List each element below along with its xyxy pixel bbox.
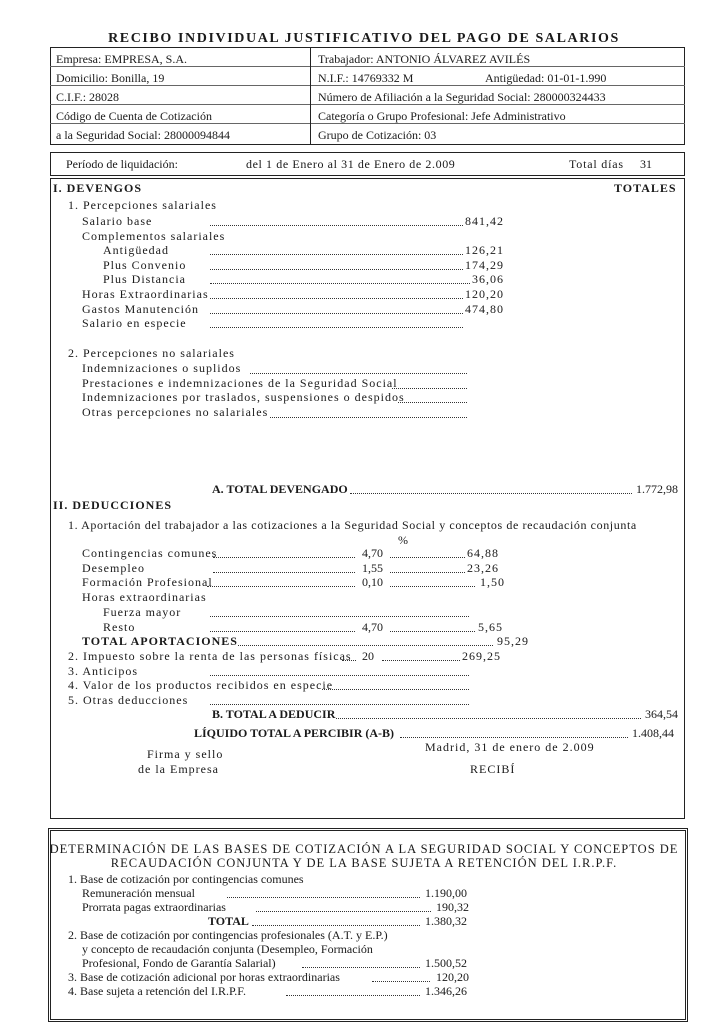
trabajador-afiliacion: Número de Afiliación a la Seguridad Social: 280000324433 [318, 90, 606, 104]
total-deducir-label: B. TOTAL A DEDUCIR [212, 707, 336, 721]
empresa-domicilio: Domicilio: Bonilla, 19 [56, 71, 165, 85]
total-aportaciones-label: TOTAL APORTACIONES [82, 634, 238, 648]
resto-label: Resto [103, 620, 136, 634]
periodo-total-dias: 31 [640, 157, 652, 171]
liquido-label: LÍQUIDO TOTAL A PERCIBIR (A-B) [194, 726, 395, 740]
empresa-nombre: Empresa: EMPRESA, S.A. [56, 52, 188, 66]
bases-item-2-line-3: Profesional, Fondo de Garantía Salarial) [82, 956, 276, 970]
bases-item-2-line-1: 2. Base de cotización por contingencias profesionales (A.T. y E.P.) [68, 928, 388, 942]
formacion-value: 1,50 [480, 575, 505, 589]
desempleo-value: 23,26 [467, 561, 499, 575]
irpf-label: 2. Impuesto sobre la renta de las personas físicas [68, 649, 352, 663]
devengos-heading: I. DEVENGOS [53, 181, 143, 195]
liquido-value: 1.408,44 [632, 726, 674, 740]
salario-base-value: 841,42 [465, 214, 504, 228]
nosal-prestaciones: Prestaciones e indemnizaciones de la Seguridad Social [82, 376, 398, 390]
percepciones-salariales-heading: 1. Percepciones salariales [68, 198, 217, 212]
header-divider [310, 47, 311, 145]
total-deducir-value: 364,54 [645, 707, 678, 721]
plus-distancia-label: Plus Distancia [103, 272, 186, 286]
bases-item-2-line-2: y concepto de recaudación conjunta (Desempleo, Formación [82, 942, 373, 956]
resto-value: 5,65 [478, 620, 503, 634]
periodo-label: Período de liquidación: [66, 157, 178, 171]
trabajador-grupo: Grupo de Cotización: 03 [318, 128, 437, 142]
total-devengado-label: A. TOTAL DEVENGADO [212, 482, 348, 496]
no-salariales-heading: 2. Percepciones no salariales [68, 346, 235, 360]
empresa-codigo-label: Código de Cuenta de Cotización [56, 109, 212, 123]
gastos-label: Gastos Manutención [82, 302, 199, 316]
valor-especie-label: 4. Valor de los productos recibidos en especie [68, 678, 334, 692]
firma-label-2: de la Empresa [138, 762, 219, 776]
bases-item-3: 3. Base de cotización adicional por horas extraordinarias [68, 970, 340, 984]
especie-label: Salario en especie [82, 316, 187, 330]
formacion-label: Formación Profesional [82, 575, 213, 589]
trabajador-categoria: Categoría o Grupo Profesional: Jefe Administrativo [318, 109, 566, 123]
irpf-pct: 20 [362, 649, 374, 663]
desempleo-label: Desempleo [82, 561, 145, 575]
salario-base-label: Salario base [82, 214, 153, 228]
periodo-total-label: Total días [569, 157, 624, 171]
plus-convenio-value: 174,29 [465, 258, 504, 272]
prorrata-value: 190,32 [436, 900, 469, 914]
bases-title-1: DETERMINACIÓN DE LAS BASES DE COTIZACIÓN A LA SEGURIDAD SOCIAL Y CONCEPTOS DE [49, 842, 679, 856]
lugar-fecha: Madrid, 31 de enero de 2.009 [425, 740, 595, 754]
bases-total-value: 1.380,32 [425, 914, 467, 928]
comunes-label: Contingencias comunes [82, 546, 218, 560]
periodo-rango: del 1 de Enero al 31 de Enero de 2.009 [246, 157, 456, 171]
trabajador-antiguedad: Antigüedad: 01-01-1.990 [485, 71, 607, 85]
totales-heading: TOTALES [614, 181, 677, 195]
fuerza-mayor-label: Fuerza mayor [103, 605, 182, 619]
empresa-cif: C.I.F.: 28028 [56, 90, 120, 104]
bases-item-1: 1. Base de cotización por contingencias comunes [68, 872, 304, 886]
trabajador-nombre: Trabajador: ANTONIO ÁLVAREZ AVILÉS [318, 52, 531, 66]
otras-deducciones-label: 5. Otras deducciones [68, 693, 189, 707]
antiguedad-label: Antigüedad [103, 243, 169, 257]
deducciones-heading: II. DEDUCCIONES [53, 498, 173, 512]
horas-extra-value: 120,20 [465, 287, 504, 301]
nosal-indemnizaciones: Indemnizaciones o suplidos [82, 361, 242, 375]
recibi-label: RECIBÍ [470, 762, 516, 776]
bases-item-4-value: 1.346,26 [425, 984, 467, 998]
bases-title-2: RECAUDACIÓN CONJUNTA Y DE LA BASE SUJETA A RETENCIÓN DEL I.R.P.F. [110, 856, 618, 870]
complementos-heading: Complementos salariales [82, 229, 226, 243]
desempleo-pct: 1,55 [362, 561, 383, 575]
bases-item-3-value: 120,20 [436, 970, 469, 984]
page-title: RECIBO INDIVIDUAL JUSTIFICATIVO DEL PAGO DE SALARIOS [108, 31, 620, 46]
pct-label: % [398, 533, 408, 547]
antiguedad-value: 126,21 [465, 243, 504, 257]
total-aportaciones-value: 95,29 [497, 634, 529, 648]
bases-item-4: 4. Base sujeta a retención del I.R.P.F. [68, 984, 247, 998]
nosal-traslados: Indemnizaciones por traslados, suspensiones o despidos [82, 390, 405, 404]
anticipos-label: 3. Anticipos [68, 664, 139, 678]
aportacion-heading: 1. Aportación del trabajador a las cotizaciones a la Seguridad Social y conceptos de recaudación conjunta [68, 518, 637, 532]
empresa-codigo-value: a la Seguridad Social: 28000094844 [56, 128, 230, 142]
nosal-otras: Otras percepciones no salariales [82, 405, 269, 419]
plus-convenio-label: Plus Convenio [103, 258, 187, 272]
irpf-value: 269,25 [462, 649, 501, 663]
formacion-pct: 0,10 [362, 575, 383, 589]
firma-label-1: Firma y sello [147, 747, 224, 761]
gastos-value: 474,80 [465, 302, 504, 316]
bases-total-label: TOTAL [208, 914, 249, 928]
bases-item-2-value: 1.500,52 [425, 956, 467, 970]
total-devengado-value: 1.772,98 [636, 482, 678, 496]
prorrata-label: Prorrata pagas extraordinarias [82, 900, 226, 914]
remuneracion-value: 1.190,00 [425, 886, 467, 900]
comunes-value: 64,88 [467, 546, 499, 560]
horas-extra-label: Horas Extraordinarias [82, 287, 209, 301]
remuneracion-label: Remuneración mensual [82, 886, 195, 900]
comunes-pct: 4,70 [362, 546, 383, 560]
resto-pct: 4,70 [362, 620, 383, 634]
plus-distancia-value: 36,06 [472, 272, 504, 286]
trabajador-nif: N.I.F.: 14769332 M [318, 71, 414, 85]
horas-extraordinarias-heading: Horas extraordinarias [82, 590, 207, 604]
